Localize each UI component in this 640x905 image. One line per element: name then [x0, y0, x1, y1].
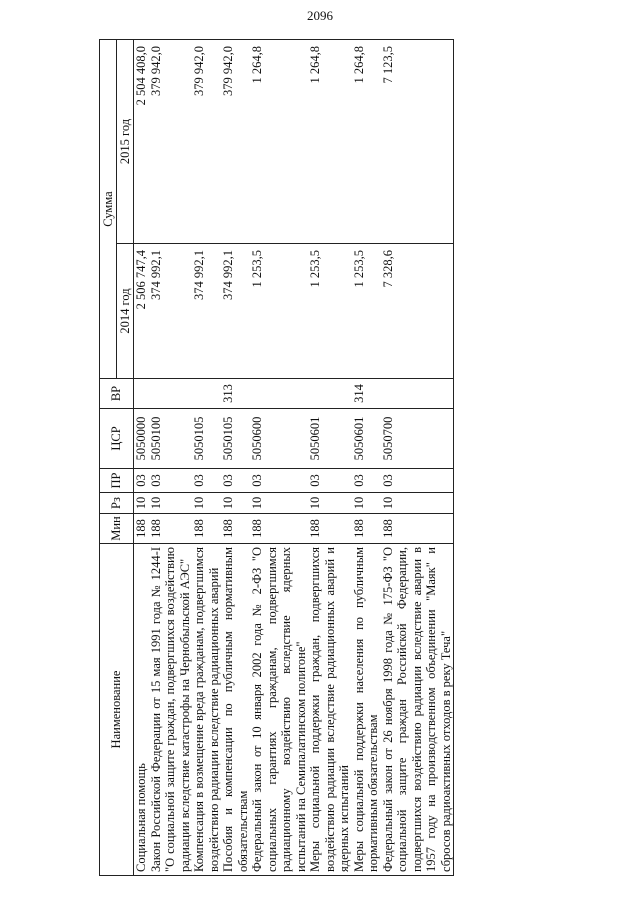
table-row [221, 40, 250, 876]
table-row [250, 40, 308, 876]
row-sum-2014: 374 992,1 [149, 244, 193, 379]
header-rz: Рз [100, 493, 134, 514]
row-name: Федеральный закон от 10 января 2002 года № 2-ФЗ "О социальных гарантиях гражданам, подвергшимся радиационному воздействию вследствие ядерных испытаний на Семипалатинском полигоне" [250, 544, 308, 876]
row-min: 188 [308, 514, 352, 544]
row-name: Закон Российской Федерации от 15 мая 1991 года № 1244-I "О социальной защите граждан, подвергшихся воздействию радиации вследствие катастрофы на Чернобыльской АЭС" [149, 544, 193, 876]
row-rz: 10 [381, 493, 454, 514]
row-sum-2015: 1 264,8 [250, 40, 308, 244]
table-row [308, 40, 352, 876]
row-pr: 03 [308, 469, 352, 493]
row-pr: 03 [149, 469, 193, 493]
row-vr: 314 [352, 379, 381, 409]
row-sum-2014: 1 253,5 [250, 244, 308, 379]
row-sum-2014: 2 506 747,4 [134, 244, 149, 379]
row-name: Федеральный закон от 26 ноября 1998 года № 175-ФЗ "О социальной защите граждан Российской Федерации, подвергшихся воздействию радиации вследствие аварии в 1957 году на производственном объединении "Маяк" и сбросов радиоактивных отходов в реку Теча" [381, 544, 454, 876]
row-name: Меры социальной поддержки граждан, подвергшихся воздействию радиации вследствие радиационных аварий и ядерных испытаний [308, 544, 352, 876]
row-sum-2015: 1 264,8 [308, 40, 352, 244]
row-sum-2014: 7 328,6 [381, 244, 454, 379]
row-sum-2015: 379 942,0 [192, 40, 221, 244]
row-pr: 03 [250, 469, 308, 493]
row-csr: 5050100 [149, 409, 193, 469]
row-rz: 10 [221, 493, 250, 514]
row-sum-2014: 374 992,1 [221, 244, 250, 379]
row-sum-2015: 7 123,5 [381, 40, 454, 244]
rotated-table-container [99, 40, 595, 876]
header-csr: ЦСР [100, 409, 134, 469]
page-number: 2096 [307, 8, 333, 23]
table-body [134, 40, 454, 876]
row-rz: 10 [352, 493, 381, 514]
table-row [134, 40, 149, 876]
header-sum: Сумма [100, 40, 117, 379]
row-pr: 03 [352, 469, 381, 493]
table-row [149, 40, 193, 876]
header-name: Наименование [100, 544, 134, 876]
row-vr [250, 379, 308, 409]
row-csr: 5050000 [134, 409, 149, 469]
row-vr: 313 [221, 379, 250, 409]
row-csr: 5050601 [352, 409, 381, 469]
table-row [381, 40, 454, 876]
row-name: Меры социальной поддержки населения по публичным нормативным обязательствам [352, 544, 381, 876]
header-min: Мин [100, 514, 134, 544]
row-min: 188 [149, 514, 193, 544]
row-min: 188 [250, 514, 308, 544]
row-csr: 5050600 [250, 409, 308, 469]
row-min: 188 [352, 514, 381, 544]
row-min: 188 [192, 514, 221, 544]
row-pr: 03 [221, 469, 250, 493]
row-rz: 10 [250, 493, 308, 514]
row-csr: 5050105 [221, 409, 250, 469]
row-pr: 03 [134, 469, 149, 493]
row-min: 188 [221, 514, 250, 544]
row-rz: 10 [134, 493, 149, 514]
row-sum-2015: 379 942,0 [221, 40, 250, 244]
header-2014: 2014 год [117, 244, 134, 379]
row-vr [308, 379, 352, 409]
row-sum-2014: 1 253,5 [308, 244, 352, 379]
row-sum-2015: 379 942,0 [149, 40, 193, 244]
row-vr [134, 379, 149, 409]
row-csr: 5050601 [308, 409, 352, 469]
row-vr [149, 379, 193, 409]
header-2015: 2015 год [117, 40, 134, 244]
row-rz: 10 [149, 493, 193, 514]
header-vr: ВР [100, 379, 134, 409]
table-row [352, 40, 381, 876]
row-min: 188 [134, 514, 149, 544]
header-pr: ПР [100, 469, 134, 493]
row-pr: 03 [192, 469, 221, 493]
row-vr [381, 379, 454, 409]
row-name: Социальная помощь [134, 544, 149, 876]
row-csr: 5050105 [192, 409, 221, 469]
budget-table [99, 39, 454, 876]
row-rz: 10 [192, 493, 221, 514]
row-vr [192, 379, 221, 409]
row-rz: 10 [308, 493, 352, 514]
row-sum-2015: 2 504 408,0 [134, 40, 149, 244]
row-sum-2014: 374 992,1 [192, 244, 221, 379]
table-header [100, 40, 134, 876]
row-sum-2015: 1 264,8 [352, 40, 381, 244]
row-pr: 03 [381, 469, 454, 493]
table-row [192, 40, 221, 876]
row-name: Компенсация в возмещение вреда гражданам, подвергшимся воздействию радиации вследствие радиационных аварий [192, 544, 221, 876]
row-sum-2014: 1 253,5 [352, 244, 381, 379]
row-csr: 5050700 [381, 409, 454, 469]
row-min: 188 [381, 514, 454, 544]
row-name: Пособия и компенсации по публичным нормативным обязательствам [221, 544, 250, 876]
